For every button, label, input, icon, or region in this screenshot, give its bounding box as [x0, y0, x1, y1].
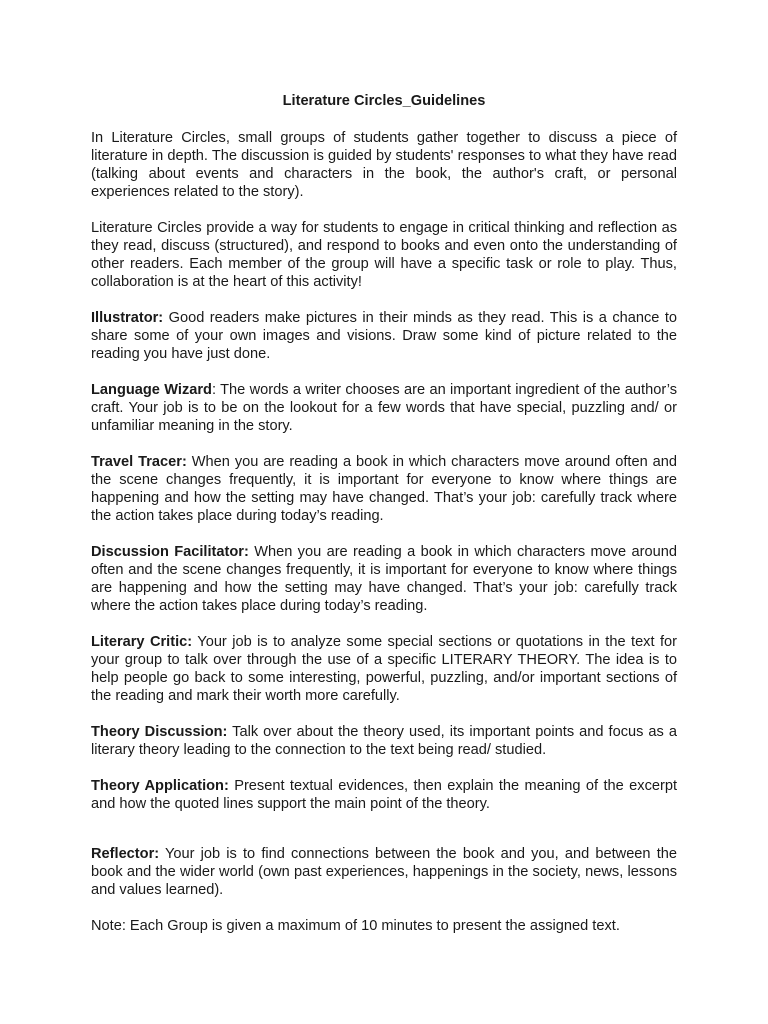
time-note: Note: Each Group is given a maximum of 10 minutes to present the assigned text.	[91, 918, 620, 934]
intro-paragraph-2: Literature Circles provide a way for students to engage in critical thinking and reflection as they read, discuss (structured), and respond to books and even onto the understanding of other readers. Each member of the group will have a specific task or role to play. Thus, collaboration is at the heart of this activity!	[91, 220, 677, 290]
role-label: Theory Discussion:	[91, 724, 228, 740]
role-illustrator	[91, 309, 677, 363]
role-description: : The words a writer chooses are an important ingredient of the author’s craft. Your job is to be on the lookout for a few words that have special, puzzling and/ or unfamiliar meaning in the story.	[91, 382, 678, 434]
role-description: Your job is to find connections between the book and you, and between the book and the wider world (own past experiences, happenings in the society, news, lessons and values learned).	[91, 846, 677, 898]
role-label: Reflector:	[91, 846, 160, 862]
role-theory-application	[91, 777, 677, 813]
role-language-wizard	[91, 381, 677, 435]
role-discussion-facilitator	[91, 543, 677, 615]
role-travel-tracer	[91, 453, 677, 525]
document-title: Literature Circles_Guidelines	[282, 93, 486, 109]
document-page	[91, 92, 677, 935]
role-description: Your job is to analyze some special sections or quotations in the text for your group to talk over through the use of a specific LITERARY THEORY. The idea is to help people go back to some interesting, powerful, puzzling, and/or important sections of the reading and mark their worth more carefully.	[91, 634, 677, 704]
role-label: Language Wizard	[91, 382, 212, 398]
role-description: Good readers make pictures in their minds as they read. This is a chance to share some of your own images and visions. Draw some kind of picture related to the reading you have just done.	[91, 310, 677, 362]
role-label: Theory Application:	[91, 778, 229, 794]
role-description: When you are reading a book in which characters move around often and the scene changes frequently, it is important for everyone to know where things are happening and how the setting may have changed. That’s your job: carefully track where the action takes place during today’s reading.	[91, 544, 677, 614]
role-description: When you are reading a book in which characters move around often and the scene changes frequently, it is important for everyone to know where things are happening and how the setting may have changed. That’s your job: carefully track where the action takes place during today’s reading.	[91, 454, 677, 524]
role-theory-discussion	[91, 723, 677, 759]
role-literary-critic	[91, 633, 677, 705]
role-description: Talk over about the theory used, its important points and focus as a literary theory leading to the connection to the text being read/ studied.	[91, 724, 677, 758]
role-label: Illustrator:	[91, 310, 164, 326]
role-label: Literary Critic:	[91, 634, 193, 650]
role-description: Present textual evidences, then explain the meaning of the excerpt and how the quoted lines support the main point of the theory.	[91, 778, 678, 812]
role-label: Travel Tracer:	[91, 454, 187, 470]
intro-paragraph-1: In Literature Circles, small groups of students gather together to discuss a piece of literature in depth. The discussion is guided by students' responses to what they have read (talking about events and characters in the book, the author's craft, or personal experiences related to the story).	[91, 130, 677, 200]
role-reflector	[91, 845, 677, 899]
role-label: Discussion Facilitator:	[91, 544, 249, 560]
